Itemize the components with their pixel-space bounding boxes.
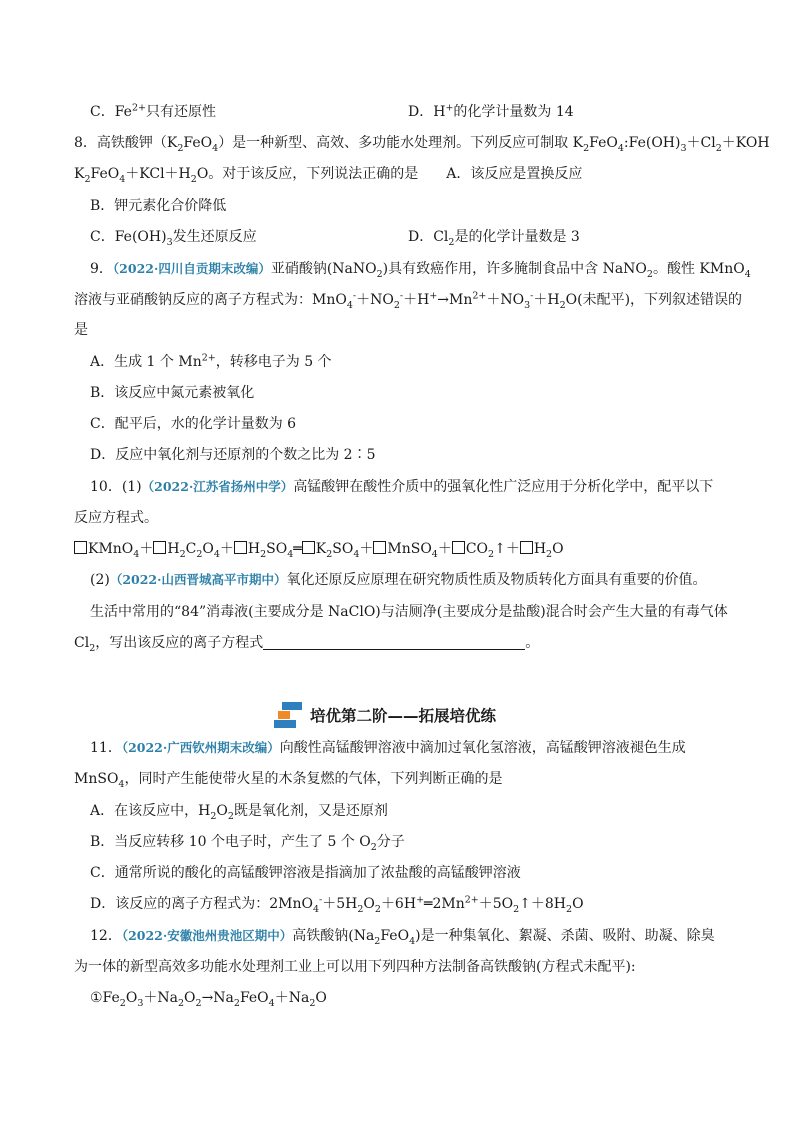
q9-option-d: D．反应中氧化剂与还原剂的个数之比为 2∶5 xyxy=(90,447,376,463)
q9-stem-line2: 溶液与亚硝酸钠反应的离子方程式为：$MnO_4^-+NO_2^-+H^+\to Mn^{2+}+NO_3^-+H_2O$(未配平)，下列叙述错误的 xyxy=(74,290,743,311)
q10-part1-line2: 反应方程式。 xyxy=(74,510,158,526)
q7-option-c: C．$Fe^{2+}$只有还原性 xyxy=(90,102,216,120)
section-title: 培优第二阶——拓展培优练 xyxy=(310,707,497,725)
q10-source-1: （2022·江苏省扬州中学） xyxy=(141,479,294,494)
q7-option-d: D．H+的化学计量数为 14 xyxy=(408,102,574,120)
q9-option-b: B．该反应中氮元素被氧化 xyxy=(90,385,255,401)
q10-part1-stem: 10．(1)（2022·江苏省扬州中学）高锰酸钾在酸性介质中的强氧化性广泛应用于分析化学中，配平以下 xyxy=(90,479,714,495)
q11-stem-line2: MnSO$_4$，同时产生能使带火星的木条复燃的气体，下列判断正确的是 xyxy=(74,771,503,790)
q11-stem-line1: 11．（2022·广西钦州期末改编）向酸性高锰酸钾溶液中滴加过氧化氢溶液，高锰酸钾溶液褪色生成 xyxy=(90,740,686,756)
q9-stem-line1: 9．（2022·四川自贡期末改编）亚硝酸钠(NaNO$_2$)具有致癌作用，许多腌制食品中含 NaNO$_2$。酸性 KMnO$_4$ xyxy=(90,261,751,280)
q12-method-1: $①Fe_2O_3+Na_2O_2\to Na_2FeO_4+Na_2O$ xyxy=(90,990,327,1009)
q11-option-d: D．该反应的离子方程式为：$2MnO_4^-+5H_2O_2+6H^+═2Mn^{2+}+5O_2↑+8H_2O$ xyxy=(90,894,584,915)
q10-source-2: （2022·山西晋城高平市期中） xyxy=(109,572,287,587)
answer-box[interactable] xyxy=(452,541,465,554)
answer-box[interactable] xyxy=(520,541,533,554)
q9-source: （2022·四川自贡期末改编） xyxy=(112,261,271,276)
q10-equation: KMnO$_4$＋ $H_2C_2O_4+$ $H_2SO_4═$ $K_2SO_4+$ MnSO$_4$＋ $CO_2↑+ H_2O$ xyxy=(74,539,564,559)
q11-option-b: B．当反应转移 10 个电子时，产生了 5 个 $O_2$分子 xyxy=(90,834,405,853)
answer-box[interactable] xyxy=(302,541,315,554)
q10-part2-line2: 生活中常用的“84”消毒液(主要成分是 NaClO)与洁厕净(主要成分是盐酸)混合时会产生大量的有毒气体 xyxy=(90,604,728,620)
answer-box[interactable] xyxy=(74,541,87,554)
q10-part2-stem: (2)（2022·山西晋城高平市期中）氧化还原反应原理在研究物质性质及物质转化方面具有重要的价值。 xyxy=(90,572,707,588)
answer-box[interactable] xyxy=(153,541,166,554)
answer-box[interactable] xyxy=(373,541,386,554)
q9-stem-line3: 是 xyxy=(74,322,88,338)
q8-option-d: D．$Cl_2$是的化学计量数是 3 xyxy=(408,229,580,248)
q8-option-b: B．钾元素化合价降低 xyxy=(90,198,227,214)
answer-box[interactable] xyxy=(234,541,247,554)
q8-stem-line1: 8．高铁酸钾$(K_2FeO_4)$是一种新型、高效、多功能水处理剂。下列反应可制取 $K_2FeO_4:Fe(OH)_3+Cl_2+KOH$ xyxy=(74,135,770,154)
q12-stem-line2: 为一体的新型高效多功能水处理剂工业上可以用下列四种方法制备高铁酸钠(方程式未配平): xyxy=(74,959,636,975)
q8-option-c: C．$Fe(OH)_3$发生还原反应 xyxy=(90,229,257,248)
q12-source: （2022·安徽池州贵池区期中） xyxy=(121,928,293,943)
section-logo xyxy=(274,702,304,728)
section-heading xyxy=(274,702,534,728)
q8-stem-line2: $K_2FeO_4+KCl+H_2O$。对于该反应，下列说法正确的是 A．该反应是置换反应 xyxy=(74,166,583,185)
answer-blank[interactable] xyxy=(263,649,525,650)
q10-part2-line3: $Cl_2$，写出该反应的离子方程式 。 xyxy=(74,635,540,654)
q11-option-a: A．在该反应中，$H_2O_2$既是氧化剂，又是还原剂 xyxy=(90,803,388,822)
q11-source: （2022·广西钦州期末改编） xyxy=(121,740,280,755)
q12-stem-line1: 12．（2022·安徽池州贵池区期中）高铁酸钠$(Na_2FeO_4)$是一种集氧化、絮凝、杀菌、吸附、助凝、除臭 xyxy=(90,928,715,947)
q11-option-c: C．通常所说的酸化的高锰酸钾溶液是指滴加了浓盐酸的高锰酸钾溶液 xyxy=(90,865,521,881)
q9-option-a: A．生成 1 个 $Mn^{2+}$，转移电子为 5 个 xyxy=(90,352,332,370)
q9-option-c: C．配平后，水的化学计量数为 6 xyxy=(90,416,297,432)
